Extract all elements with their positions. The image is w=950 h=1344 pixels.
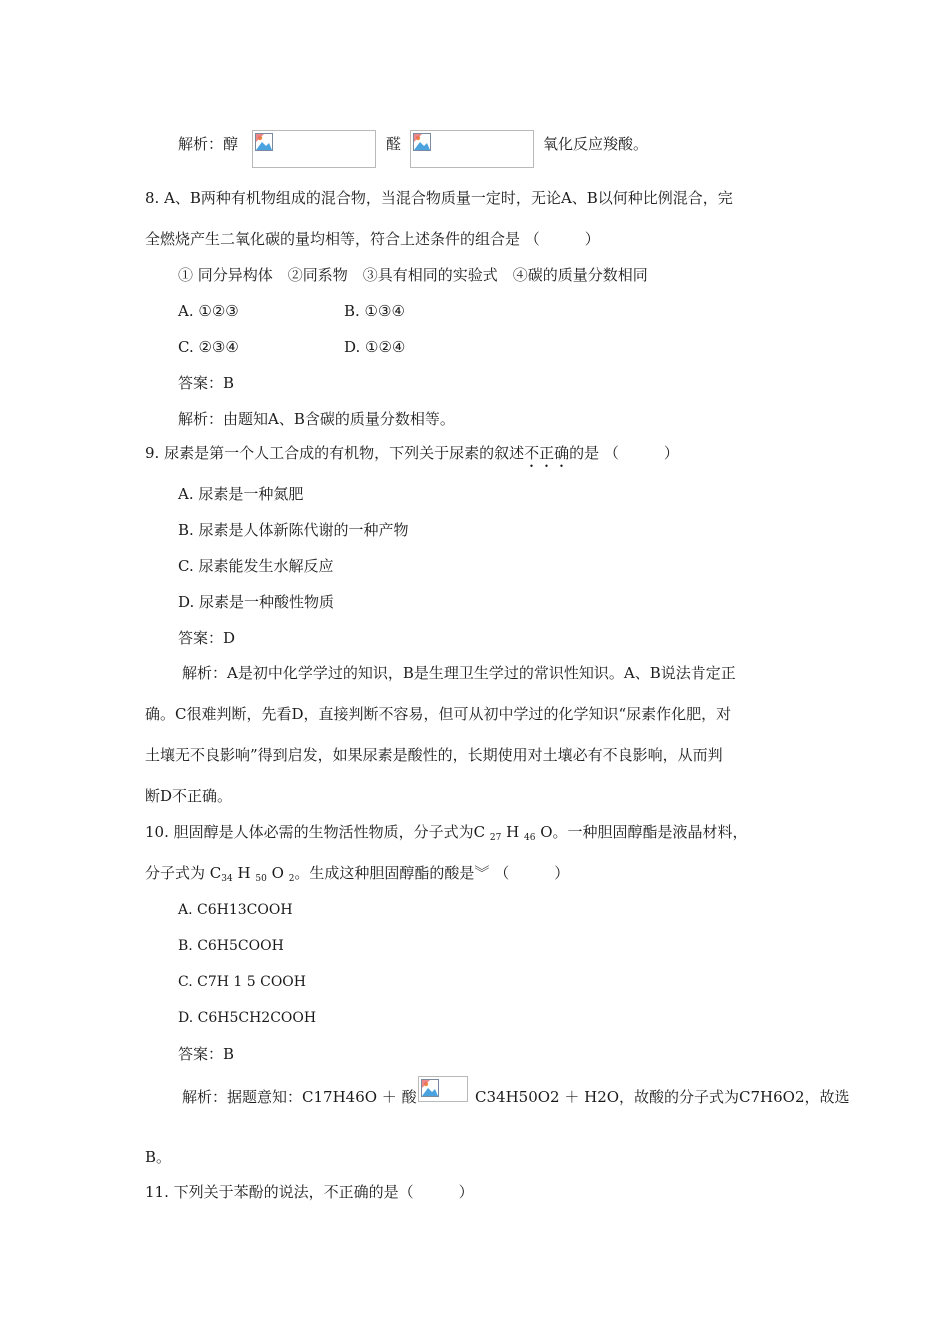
option-9-b: B. 尿素是人体新陈代谢的一种产物 — [178, 521, 409, 539]
broken-image-placeholder — [252, 130, 376, 168]
question-9-tail: 的是 （ ） — [569, 444, 679, 462]
question-10-line1 — [145, 822, 748, 848]
explanation-8: 解析：由题知A、B含碳的质量分数相等。 — [178, 410, 455, 428]
formula-part: O — [271, 864, 284, 882]
answer-10: 答案：B — [178, 1045, 235, 1063]
option-8-b: B. ①③④ — [344, 302, 405, 320]
option-8-c: C. ②③④ — [178, 338, 239, 356]
question-8-line1: 8. A、B两种有机物组成的混合物，当混合物质量一定时，无论A、B以何种比例混合，完 — [145, 189, 733, 207]
explanation-9-line2: 确。C很难判断，先看D，直接判断不容易，但可从初中学过的化学知识“尿素作化肥，对 — [145, 705, 732, 723]
explanation-9-line1: 解析：A是初中化学学过的知识，B是生理卫生学过的常识性知识。A、B说法肯定正 — [182, 664, 736, 682]
question-11: 11. 下列关于苯酚的说法，不正确的是（ ） — [145, 1183, 474, 1201]
option-10-b: B. C6H5COOH — [178, 938, 284, 954]
subscript: 34 — [221, 874, 233, 884]
question-10-text-tail: 。生成这种胆固醇酯的酸是︾ （ ） — [294, 864, 570, 882]
subscript: 50 — [255, 874, 267, 884]
option-10-a: A. C6H13COOH — [178, 902, 293, 918]
explanation-10-line2: B。 — [145, 1148, 172, 1166]
option-10-c: C. C7H 1 5 COOH — [178, 974, 306, 990]
option-9-a: A. 尿素是一种氮肥 — [178, 485, 304, 503]
broken-image-icon — [421, 1079, 439, 1097]
broken-image-icon — [413, 133, 431, 151]
formula-part: H — [237, 864, 251, 882]
explanation-7-suffix: 氧化反应羧酸。 — [543, 135, 649, 153]
question-8-line2: 全燃烧产生二氧化碳的量均相等，符合上述条件的组合是 （ ） — [145, 230, 600, 248]
explanation-9-line4: 断D不正确。 — [145, 787, 233, 805]
question-10-text-tail: O。一种胆固醇酯是液晶材料， — [540, 823, 748, 841]
broken-image-icon — [255, 133, 273, 151]
formula-part: H — [506, 823, 520, 841]
subscript: 2 — [288, 874, 295, 884]
broken-image-placeholder — [418, 1076, 468, 1102]
option-10-d: D. C6H5CH2COOH — [178, 1010, 317, 1026]
explanation-10-part2: C34H50O2 ＋ H2O，故酸的分子式为C7H6O2，故选 — [475, 1088, 850, 1106]
subscript: 46 — [524, 833, 536, 843]
question-10-line2 — [145, 863, 569, 889]
broken-image-placeholder — [410, 130, 534, 168]
option-8-d: D. ①②④ — [344, 338, 406, 356]
question-9-emphasis: 不正确 — [524, 444, 570, 462]
option-9-c: C. 尿素能发生水解反应 — [178, 557, 334, 575]
option-8-a: A. ①②③ — [178, 302, 239, 320]
question-9-text: 9. 尿素是第一个人工合成的有机物，下列关于尿素的叙述 — [145, 444, 525, 462]
explanation-10-part1: 解析：据题意知：C17H46O ＋ 酸 — [182, 1088, 417, 1106]
answer-9: 答案：D — [178, 629, 236, 647]
subscript: 27 — [489, 833, 502, 843]
option-9-d: D. 尿素是一种酸性物质 — [178, 593, 335, 611]
aldehyde-label: 醛 — [386, 135, 402, 153]
answer-8: 答案：B — [178, 374, 235, 392]
question-10-text: 10. 胆固醇是人体必需的生物活性物质，分子式为C — [145, 823, 486, 841]
explanation-7-prefix: 解析：醇 — [178, 135, 239, 153]
question-8-conditions: ① 同分异构体 ②同系物 ③具有相同的实验式 ④碳的质量分数相同 — [178, 266, 648, 284]
question-10-text: 分子式为 C — [145, 864, 222, 882]
question-9-stem — [145, 443, 679, 471]
explanation-9-line3: 土壤无不良影响”得到启发，如果尿素是酸性的，长期使用对土壤必有不良影响，从而判 — [145, 746, 723, 764]
